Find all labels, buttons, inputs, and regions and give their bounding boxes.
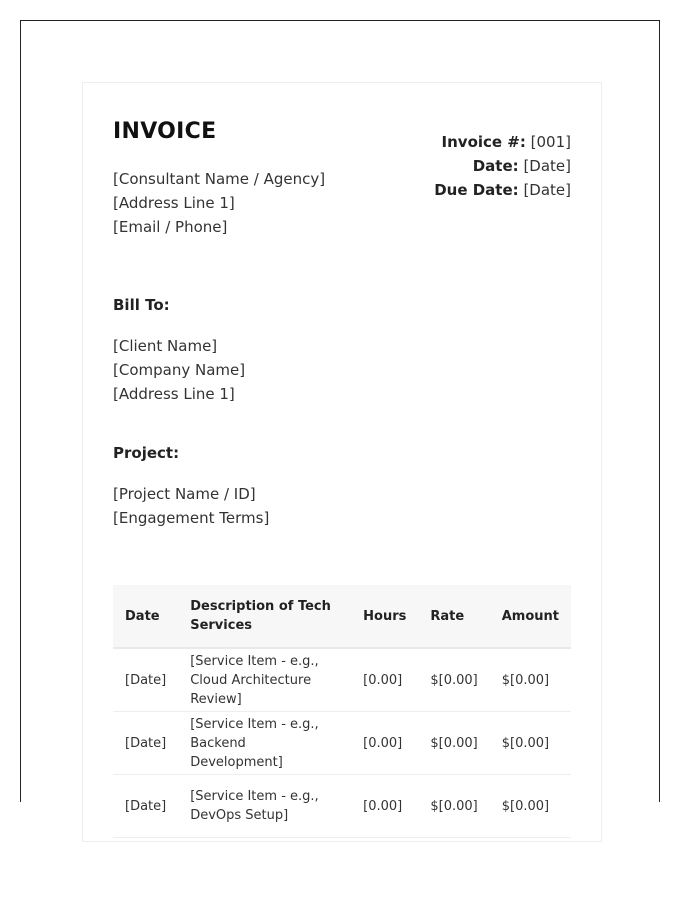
client-name: [Client Name]	[113, 337, 218, 355]
invoice-date-row	[434, 154, 571, 178]
header-amount: Amount	[490, 585, 571, 648]
row-date: [Date]	[113, 775, 178, 838]
row-rate: $[0.00]	[418, 648, 489, 712]
row-hours: [0.00]	[351, 648, 418, 712]
row-description: [Service Item - e.g., DevOps Setup]	[178, 775, 351, 838]
invoice-meta	[434, 130, 571, 202]
header-rate: Rate	[418, 585, 489, 648]
project-label: Project:	[113, 444, 180, 462]
table-header-row	[113, 585, 571, 648]
row-rate: $[0.00]	[418, 712, 489, 775]
header-hours: Hours	[351, 585, 418, 648]
project-name: [Project Name / ID]	[113, 485, 256, 503]
invoice-number-row	[434, 130, 571, 154]
invoice-date-label: Date:	[472, 157, 519, 175]
invoice-number-value: [001]	[530, 133, 571, 151]
company-name: [Company Name]	[113, 361, 246, 379]
row-date: [Date]	[113, 648, 178, 712]
invoice-title: INVOICE	[113, 119, 217, 144]
table-row	[113, 648, 571, 712]
invoice-sheet	[82, 82, 602, 842]
invoice-number-label: Invoice #:	[441, 133, 526, 151]
row-rate: $[0.00]	[418, 775, 489, 838]
row-amount: $[0.00]	[490, 775, 571, 838]
consultant-name: [Consultant Name / Agency]	[113, 170, 326, 188]
invoice-due-row	[434, 178, 571, 202]
consultant-contact: [Email / Phone]	[113, 218, 228, 236]
client-address: [Address Line 1]	[113, 385, 235, 403]
table-row	[113, 712, 571, 775]
bill-to-block	[113, 334, 245, 406]
header-description: Description of Tech Services	[178, 585, 351, 648]
consultant-block	[113, 167, 325, 239]
consultant-address: [Address Line 1]	[113, 194, 235, 212]
line-items-table	[113, 585, 571, 838]
row-amount: $[0.00]	[490, 648, 571, 712]
project-block	[113, 482, 269, 530]
row-description: [Service Item - e.g., Backend Development]	[178, 712, 351, 775]
row-description: [Service Item - e.g., Cloud Architecture Review]	[178, 648, 351, 712]
invoice-due-label: Due Date:	[434, 181, 519, 199]
row-hours: [0.00]	[351, 712, 418, 775]
row-date: [Date]	[113, 712, 178, 775]
header-date: Date	[113, 585, 178, 648]
row-amount: $[0.00]	[490, 712, 571, 775]
invoice-date-value: [Date]	[523, 157, 571, 175]
engagement-terms: [Engagement Terms]	[113, 509, 270, 527]
table-row	[113, 775, 571, 838]
bill-to-label: Bill To:	[113, 296, 170, 314]
invoice-due-value: [Date]	[523, 181, 571, 199]
document-frame	[20, 20, 660, 823]
row-hours: [0.00]	[351, 775, 418, 838]
